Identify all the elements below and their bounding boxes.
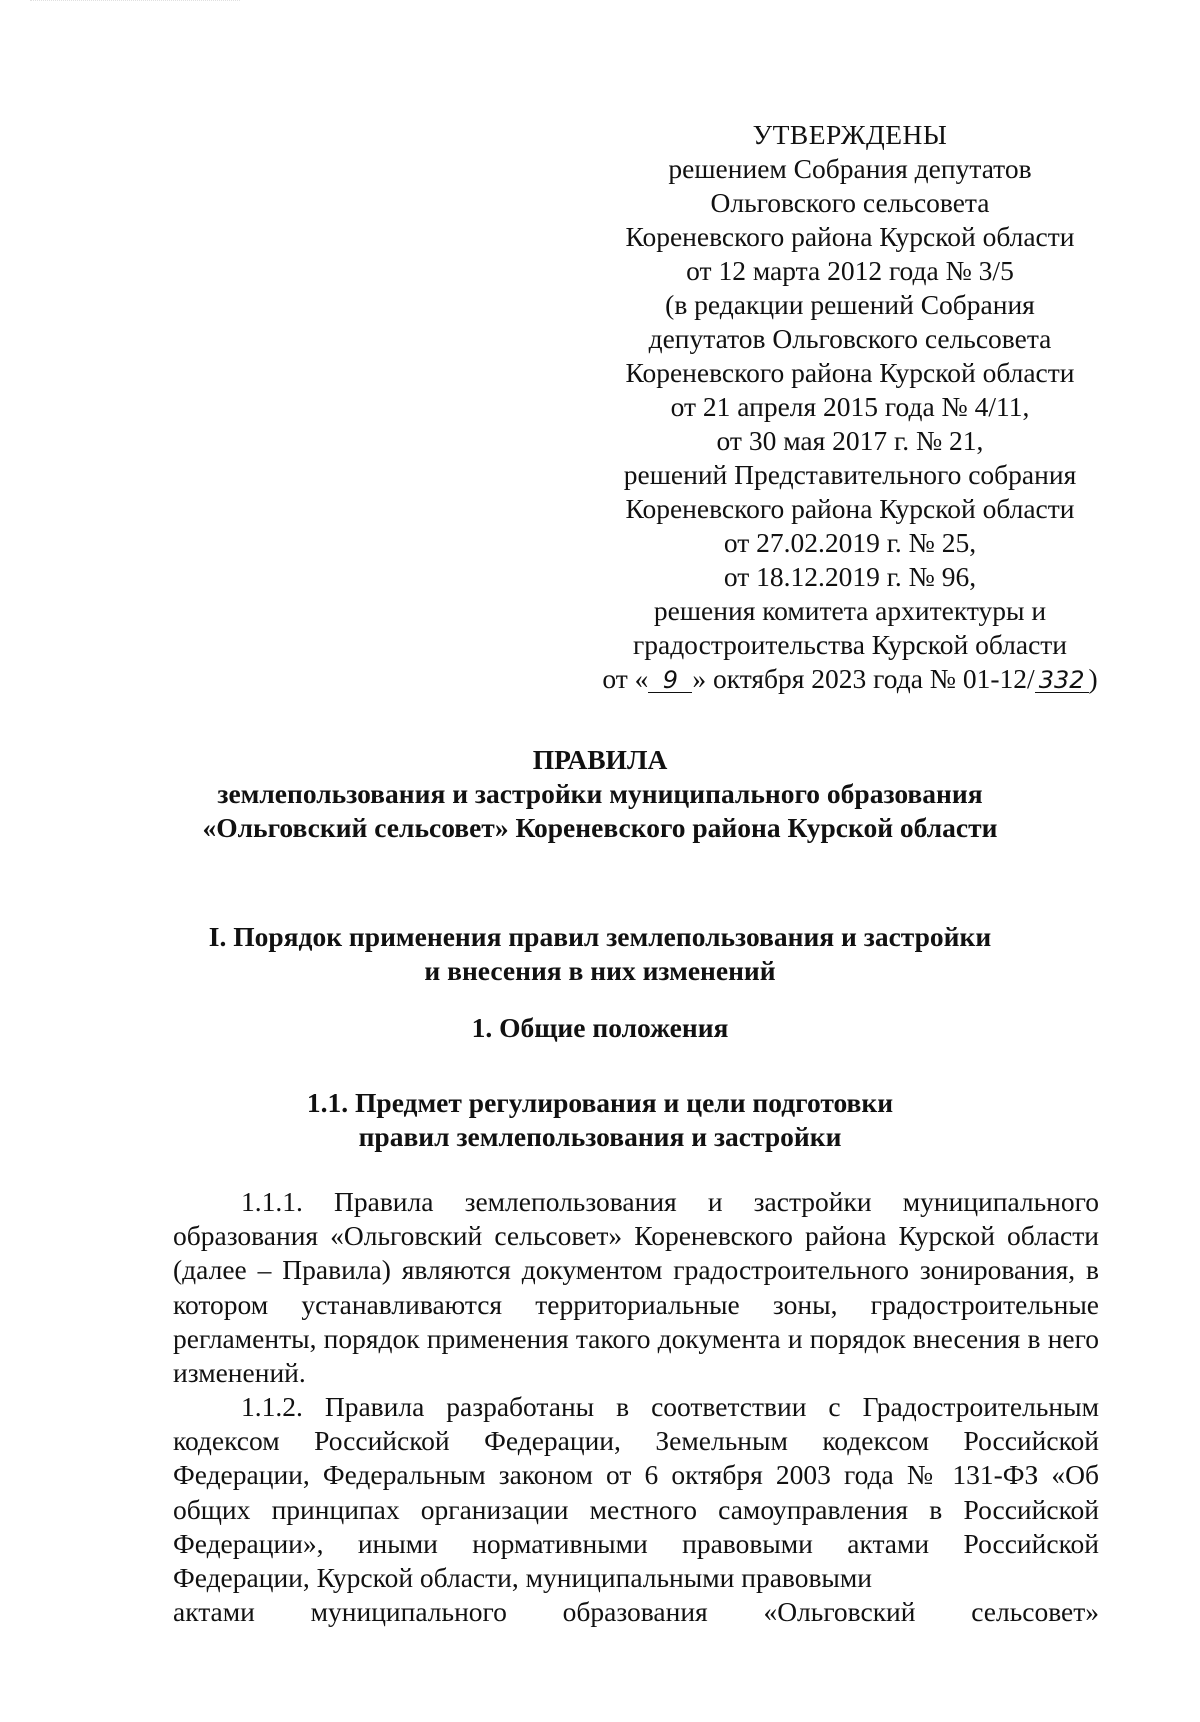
approval-line: от 30 мая 2017 г. № 21,	[716, 425, 984, 456]
approval-last-line	[590, 662, 1110, 696]
approval-line: Кореневского района Курской области	[625, 357, 1075, 388]
approval-line: решений Представительного собрания	[623, 459, 1077, 490]
approval-line: Кореневского района Курской области	[625, 221, 1075, 252]
approval-line: от 18.12.2019 г. № 96,	[723, 561, 977, 592]
approval-date-suffix: )	[1088, 663, 1098, 694]
approval-date-prefix: от «	[602, 663, 649, 694]
scan-artifact	[30, 0, 240, 7]
paragraph-1-1-2: 1.1.2. Правила разработаны в соответствии с Градостроительным кодексом Российской Федерации, Земельным кодексом Российской Федерации, Федеральным законом от 6 октября 2003 года № 131-ФЗ «Об общих принципах организации местного самоуправления в Российской Федерации», иными нормативными правовыми актами Российской Федерации, Курской области, муниципальными правовыми	[173, 1391, 1099, 1594]
section-heading-line1: I. Порядок применения правил землепользования и застройки	[208, 921, 992, 952]
approval-line: от 21 апреля 2015 года № 4/11,	[670, 391, 1030, 422]
approval-line: (в редакции решений Собрания	[665, 289, 1035, 320]
document-title: ПРАВИЛА	[532, 744, 668, 775]
paragraph-1-1-1: 1.1.1. Правила землепользования и застройки муниципального образования «Ольговский сельсовет» Кореневского района Курской области (далее – Правила) являются документом градостроительного зонирования, в котором устанавливаются территориальные зоны, градостроительные регламенты, порядок применения такого документа и порядок внесения в него изменений.	[173, 1186, 1099, 1389]
section-heading	[0, 920, 1200, 988]
approval-line: градостроительства Курской области	[632, 629, 1068, 660]
subsection-heading-line2: правил землепользования и застройки	[358, 1121, 842, 1152]
approval-line: от 27.02.2019 г. № 25,	[723, 527, 977, 558]
section-heading-line2: и внесения в них изменений	[424, 955, 776, 986]
approval-line: Ольговского сельсовета	[710, 187, 990, 218]
document-title-block	[0, 743, 1200, 845]
chapter-title: 1. Общие положения	[471, 1012, 729, 1043]
approval-line: от 12 марта 2012 года № 3/5	[686, 255, 1014, 286]
paragraph-1-1-2-continuation: актами муниципального образования «Ольговский сельсовет»	[173, 1596, 1099, 1627]
subsection-heading-line1: 1.1. Предмет регулирования и цели подготовки	[306, 1087, 894, 1118]
handwritten-number: 332	[1035, 668, 1089, 693]
approval-title: УТВЕРЖДЕНЫ	[752, 119, 948, 150]
document-subtitle-line2: «Ольговский сельсовет» Кореневского района Курской области	[202, 812, 998, 843]
chapter-heading	[0, 1011, 1200, 1045]
approval-line: решением Собрания депутатов	[668, 153, 1032, 184]
approval-line: депутатов Ольговского сельсовета	[648, 323, 1052, 354]
approval-date-middle: » октября 2023 года № 01-12/	[692, 663, 1035, 694]
approval-line: Кореневского района Курской области	[625, 493, 1075, 524]
approval-line: решения комитета архитектуры и	[653, 595, 1047, 626]
approval-block	[590, 118, 1110, 696]
handwritten-day: 9	[648, 668, 692, 693]
subsection-heading	[0, 1086, 1200, 1154]
document-subtitle-line1: землепользования и застройки муниципального образования	[217, 778, 983, 809]
